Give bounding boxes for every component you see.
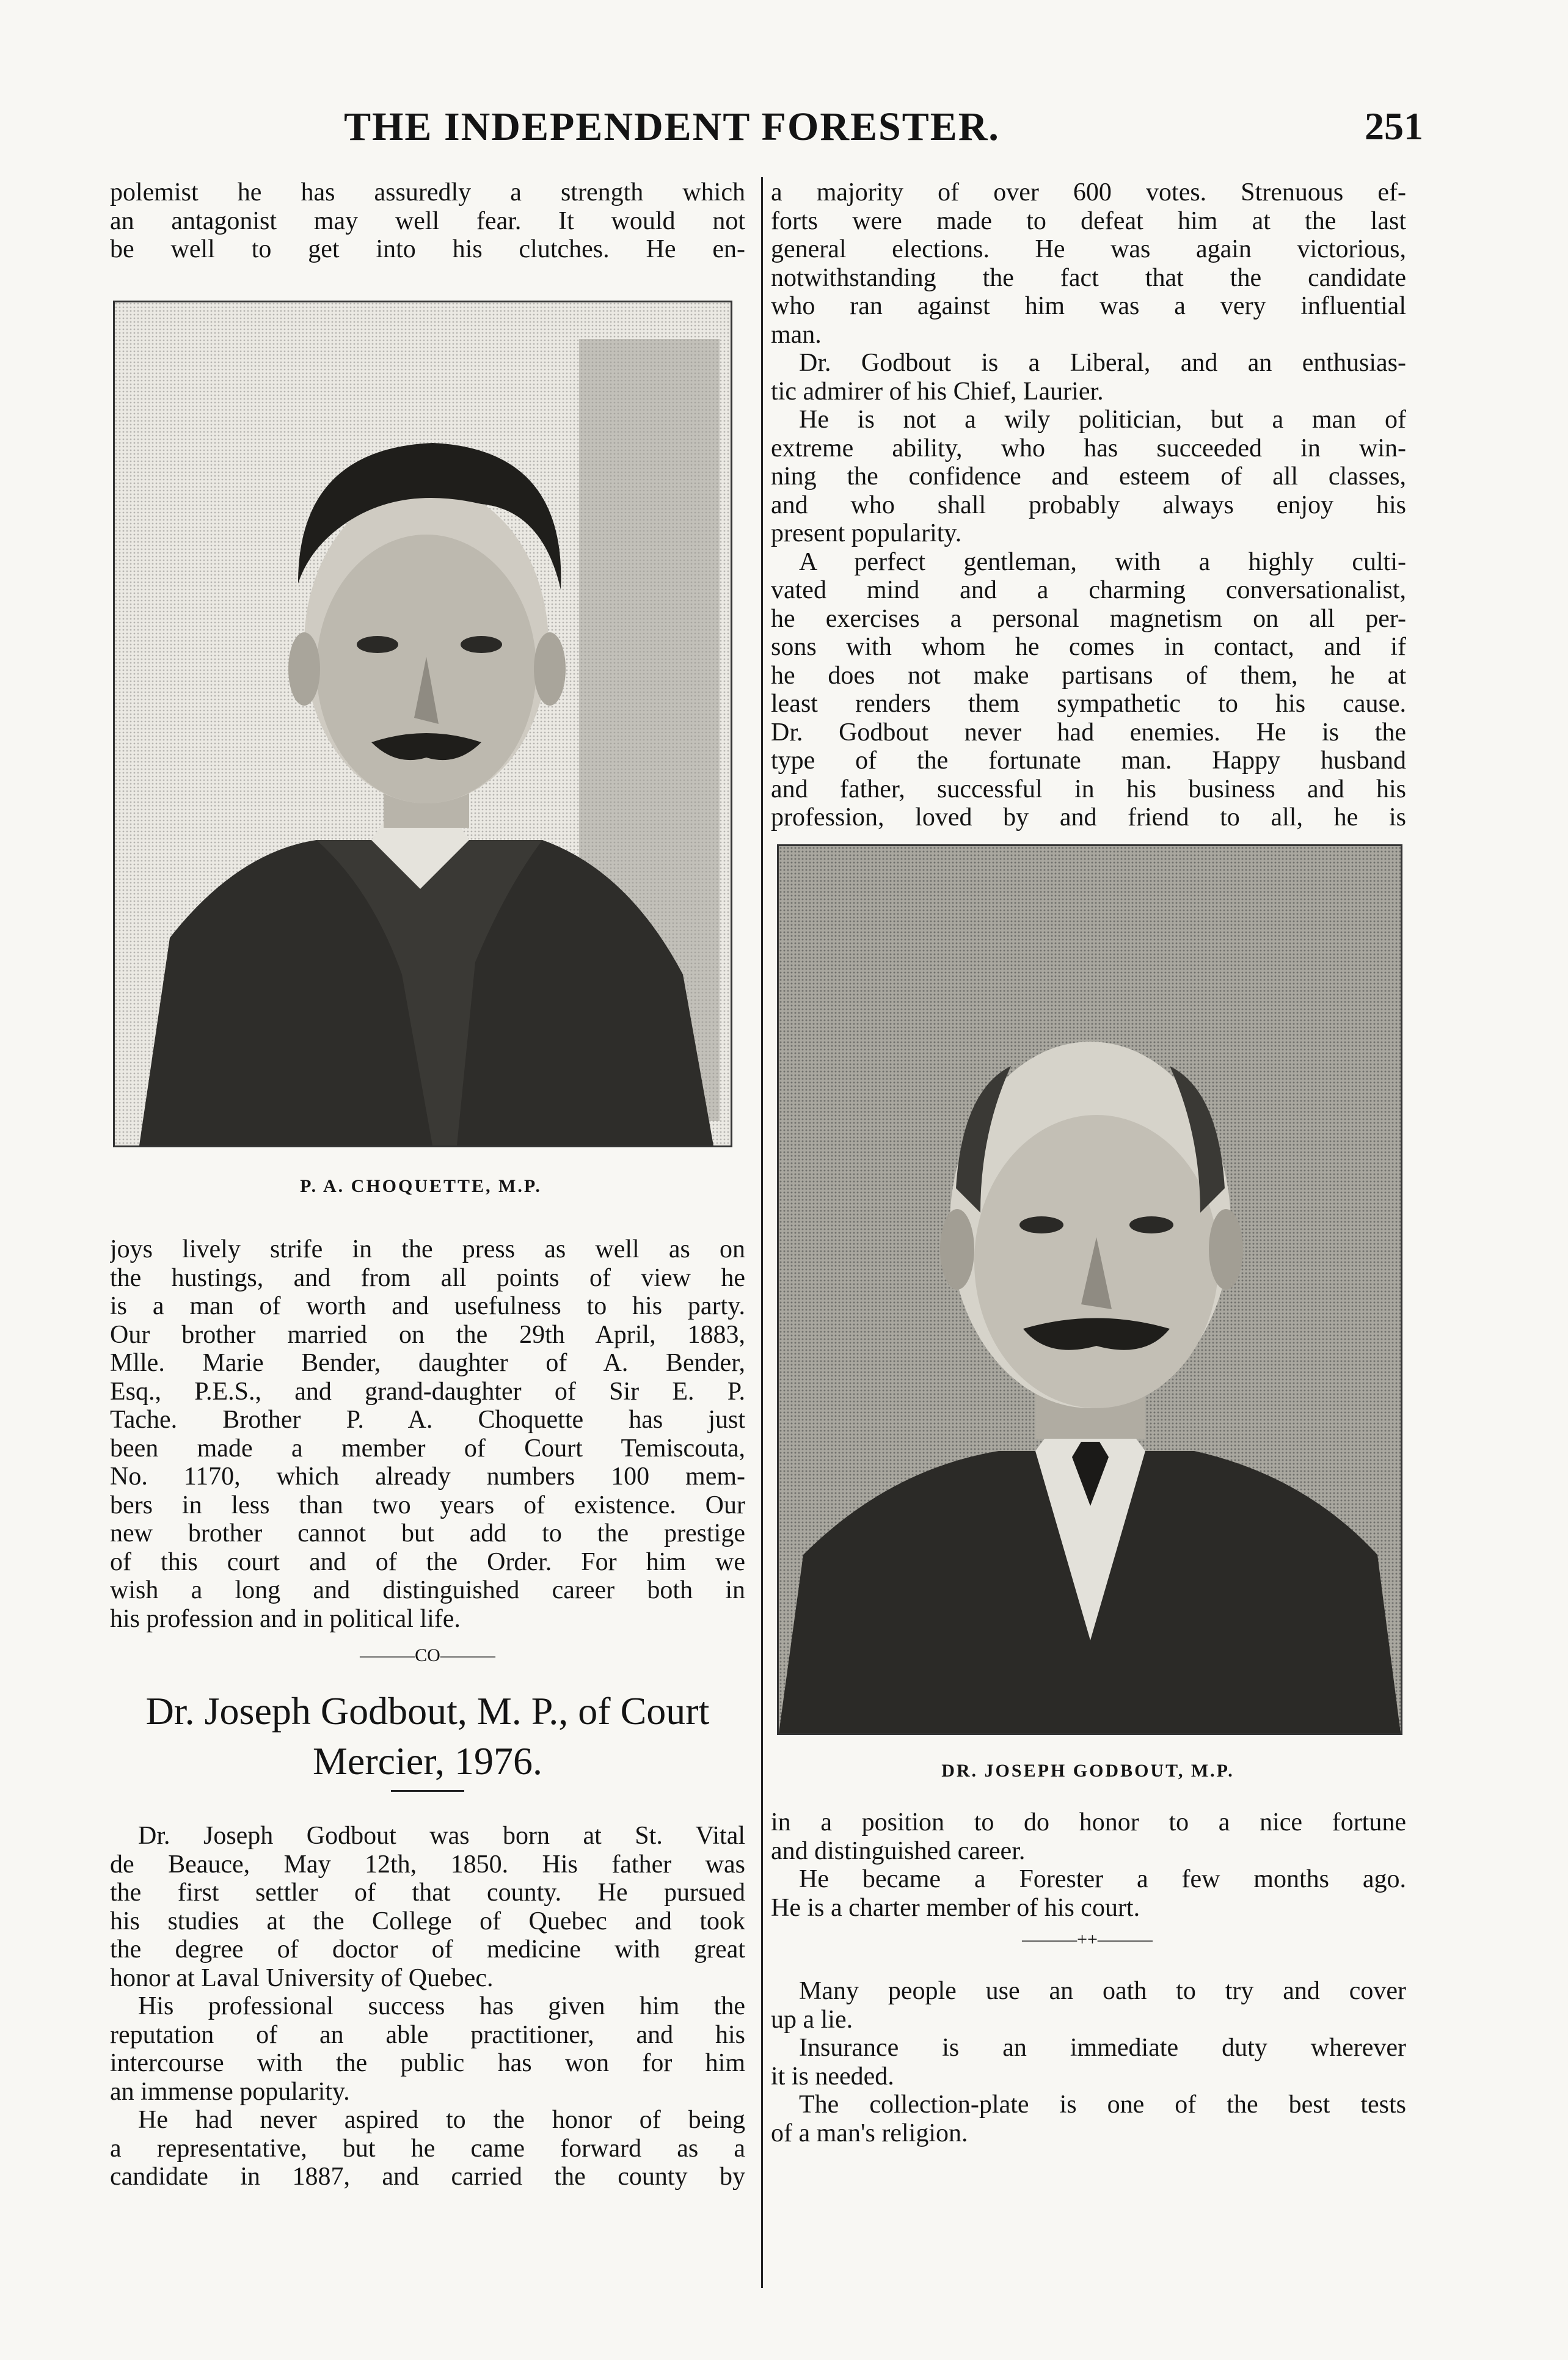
- text-line: of this court and of the Order. For him we: [110, 1547, 745, 1576]
- text-line: Tache. Brother P. A. Choquette has just: [110, 1406, 745, 1434]
- text-line: his studies at the College of Quebec and took: [110, 1907, 745, 1935]
- right-top-text: [771, 178, 1406, 832]
- text-line: the degree of doctor of medicine with great: [110, 1935, 745, 1964]
- text-line: bers in less than two years of existence. Our: [110, 1491, 745, 1519]
- text-line: polemist he has assuredly a strength which: [110, 178, 745, 206]
- text-line: he exercises a personal magnetism on all per-: [771, 604, 1406, 633]
- text-line: His professional success has given him the: [138, 1992, 745, 2020]
- text-line: he does not make partisans of them, he at: [771, 661, 1406, 690]
- text-line: new brother cannot but add to the prestige: [110, 1519, 745, 1547]
- filler-line: it is needed.: [771, 2062, 894, 2091]
- text-line: man.: [771, 320, 822, 349]
- text-line: least renders them sympathetic to his cause.: [771, 690, 1406, 718]
- text-line: been made a member of Court Temiscouta,: [110, 1434, 745, 1463]
- text-line: is a man of worth and usefulness to his party.: [110, 1292, 745, 1320]
- text-line: He is a charter member of his court.: [771, 1893, 1140, 1922]
- text-line: He is not a wily politician, but a man of: [799, 406, 1406, 434]
- left-continuation-text: [110, 1235, 745, 1633]
- text-line: candidate in 1887, and carried the county by: [110, 2163, 745, 2191]
- left-intro-text: [110, 178, 745, 264]
- text-line: be well to get into his clutches. He en-: [110, 235, 745, 263]
- text-line: the hustings, and from all points of view he: [110, 1263, 745, 1292]
- text-line: Mlle. Marie Bender, daughter of A. Bender,: [110, 1349, 745, 1377]
- portrait-choquette-engraving: [115, 302, 731, 1145]
- text-line: the first settler of that county. He pursued: [110, 1879, 745, 1907]
- text-line: No. 1170, which already numbers 100 mem-: [110, 1463, 745, 1491]
- text-line: reputation of an able practitioner, and his: [110, 2020, 745, 2049]
- text-line: general elections. He was again victorious,: [771, 235, 1406, 263]
- text-line: his profession and in political life.: [110, 1604, 461, 1633]
- page-number: 251: [1365, 104, 1423, 148]
- text-line: wish a long and distinguished career both in: [110, 1576, 745, 1604]
- filler-line: of a man's religion.: [771, 2119, 968, 2147]
- text-line: a representative, but he came forward as a: [110, 2134, 745, 2163]
- filler-line: The collection-plate is one of the best tests: [799, 2091, 1406, 2119]
- text-line: Our brother married on the 29th April, 1883,: [110, 1320, 745, 1349]
- caption-godbout: DR. JOSEPH GODBOUT, M.P.: [941, 1761, 1234, 1781]
- text-line: Dr. Joseph Godbout was born at St. Vital: [138, 1822, 745, 1850]
- text-line: Dr. Godbout is a Liberal, and an enthusias-: [799, 349, 1406, 377]
- text-line: Dr. Godbout never had enemies. He is the: [771, 718, 1406, 747]
- right-bottom-text: [771, 1808, 1406, 1922]
- text-line: present popularity.: [771, 519, 962, 547]
- text-line: an immense popularity.: [110, 2077, 350, 2106]
- text-line: vated mind and a charming conversationalist,: [771, 576, 1406, 604]
- text-line: joys lively strife in the press as well as on: [110, 1235, 745, 1263]
- text-line: A perfect gentleman, with a highly culti-: [799, 547, 1406, 576]
- filler-line: up a lie.: [771, 2005, 853, 2034]
- text-line: and who shall probably always enjoy his: [771, 491, 1406, 519]
- section-ornament-left: ———CO———: [360, 1645, 495, 1665]
- heading-rule: [391, 1790, 464, 1792]
- text-line: a majority of over 600 votes. Strenuous ef-: [771, 178, 1406, 206]
- text-line: extreme ability, who has succeeded in win-: [771, 434, 1406, 462]
- portrait-godbout-engraving: [779, 846, 1401, 1733]
- text-line: who ran against him was a very influential: [771, 292, 1406, 320]
- text-line: He had never aspired to the honor of being: [138, 2106, 745, 2134]
- text-line: in a position to do honor to a nice fortune: [771, 1808, 1406, 1836]
- filler-line: Insurance is an immediate duty wherever: [799, 2034, 1406, 2062]
- column-divider: [761, 177, 763, 2288]
- text-line: and distinguished career.: [771, 1836, 1026, 1865]
- text-line: notwithstanding the fact that the candidate: [771, 263, 1406, 292]
- text-line: profession, loved by and friend to all, he is: [771, 803, 1406, 831]
- text-line: Esq., P.E.S., and grand-daughter of Sir E. P.: [110, 1377, 745, 1406]
- text-line: He became a Forester a few months ago.: [799, 1865, 1406, 1893]
- text-line: honor at Laval University of Quebec.: [110, 1964, 494, 1992]
- text-line: forts were made to defeat him at the last: [771, 206, 1406, 235]
- text-line: intercourse with the public has won for him: [110, 2049, 745, 2077]
- text-line: de Beauce, May 12th, 1850. His father was: [110, 1850, 745, 1879]
- filler-line: Many people use an oath to try and cover: [799, 1977, 1406, 2005]
- text-line: sons with whom he comes in contact, and if: [771, 633, 1406, 661]
- article-heading: Dr. Joseph Godbout, M. P., of Court Mercier, 1976.: [145, 1689, 710, 1783]
- text-line: tic admirer of his Chief, Laurier.: [771, 377, 1104, 406]
- text-line: ning the confidence and esteem of all classes,: [771, 462, 1406, 491]
- portrait-godbout: [777, 844, 1402, 1735]
- running-head-title: THE INDEPENDENT FORESTER.: [344, 104, 1000, 149]
- portrait-choquette: [113, 301, 732, 1147]
- right-fillers-text: [771, 1977, 1406, 2147]
- caption-choquette: P. A. CHOQUETTE, M.P.: [300, 1176, 542, 1196]
- left-article-text: [110, 1822, 745, 2191]
- text-line: and father, successful in his business and his: [771, 775, 1406, 803]
- text-line: type of the fortunate man. Happy husband: [771, 747, 1406, 775]
- text-line: an antagonist may well fear. It would not: [110, 206, 745, 235]
- section-ornament-right: ———++———: [1022, 1929, 1153, 1949]
